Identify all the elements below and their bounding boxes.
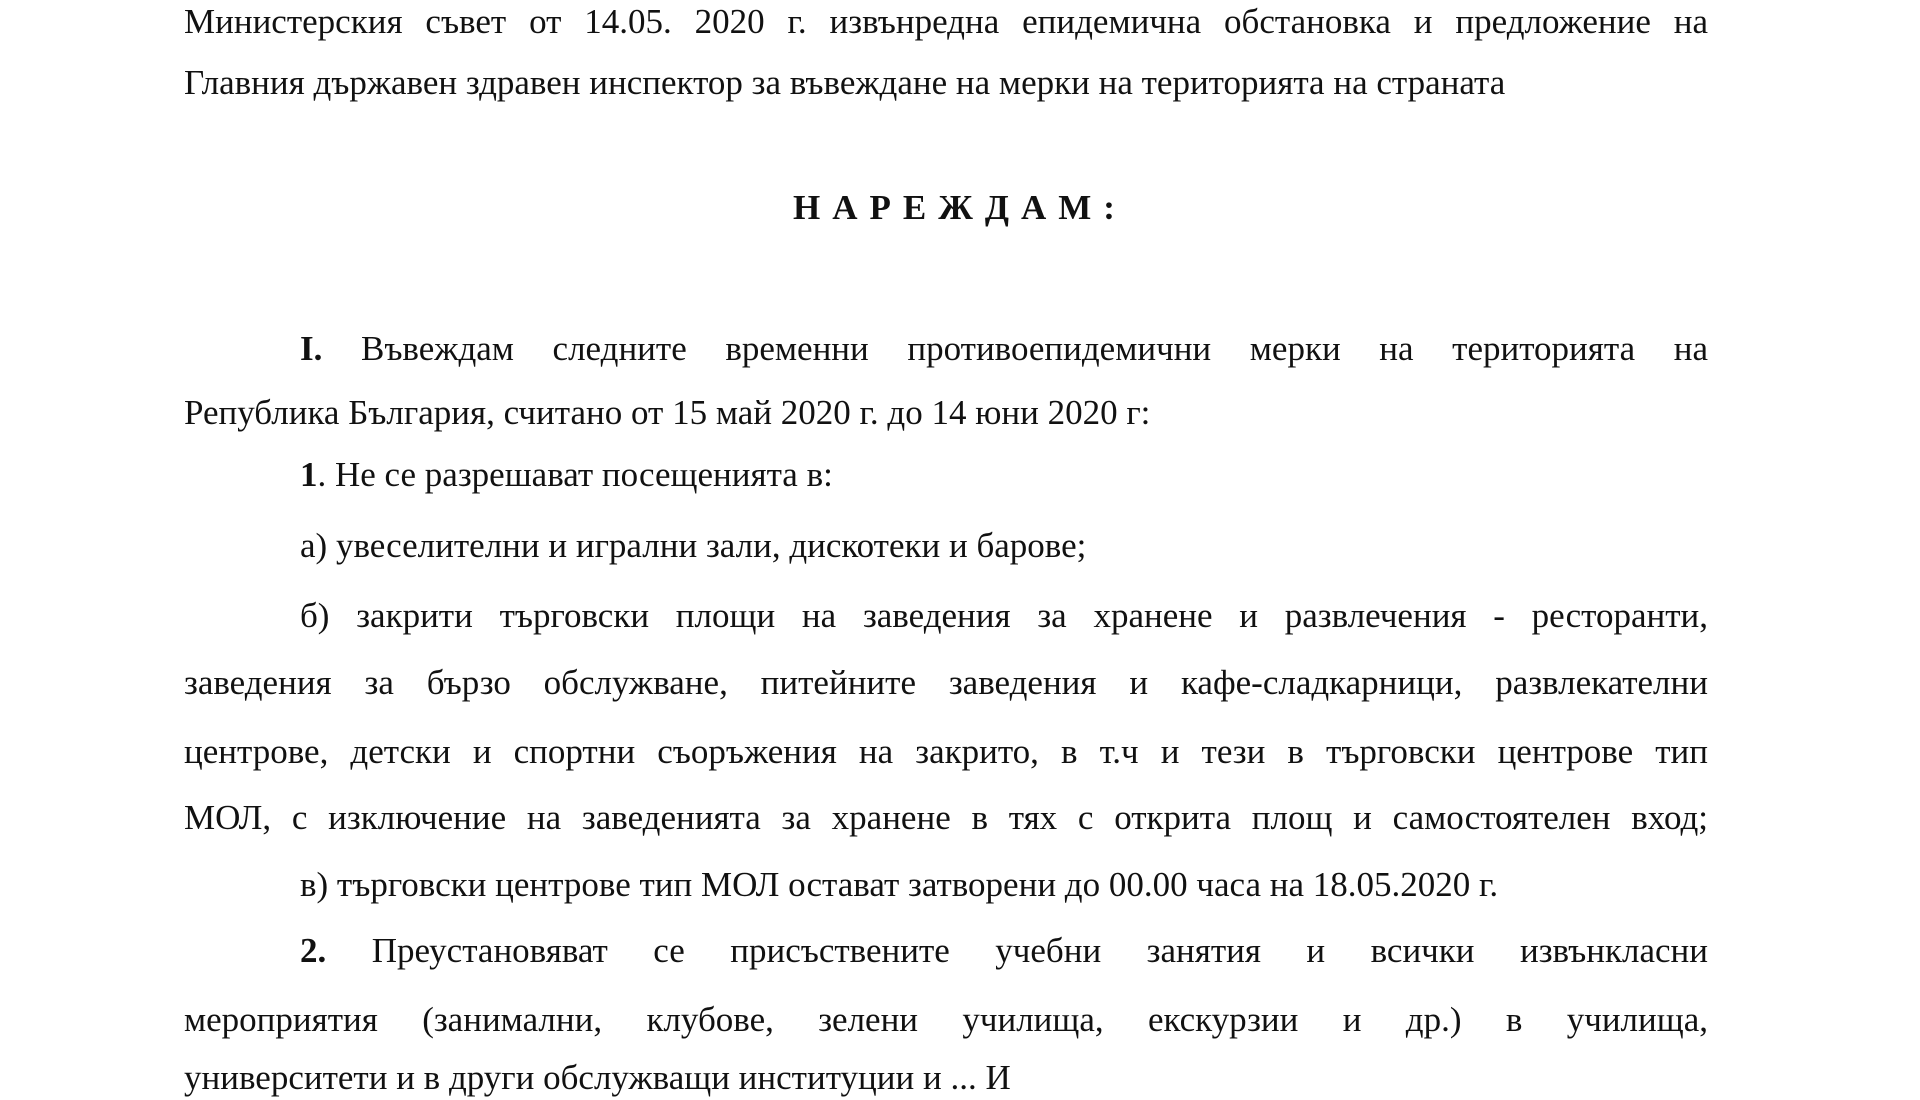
preamble-line-2: Главния държавен здравен инспектор за въвеждане на мерки на територията на страната — [184, 63, 1506, 102]
item-1-text: . Не се разрешават посещенията в: — [317, 455, 833, 494]
item-1-b-line-2: заведения за бързо обслужване, питейните заведения и кафе-сладкарници, развлекателни — [184, 663, 1708, 702]
preamble-line-1: Министерския съвет от 14.05. 2020 г. извънредна епидемична обстановка и предложение на — [184, 2, 1708, 41]
item-2-line-3: университети и в други обслужващи институции и ... И — [184, 1058, 1011, 1097]
section-number: I. — [300, 329, 323, 368]
section-i-text: Въвеждам следните временни противоепидемични мерки на територията на — [360, 329, 1709, 368]
item-1-b-line-3: центрове, детски и спортни съоръжения на закрито, в т.ч и тези в търговски центрове тип — [184, 732, 1708, 771]
item-1 — [300, 453, 1708, 497]
item-1-v: в) търговски центрове тип МОЛ остават затворени до 00.00 часа на 18.05.2020 г. — [300, 865, 1499, 904]
item-1-number: 1 — [300, 455, 318, 494]
item-2-line-1 — [300, 929, 1708, 973]
section-i-line-1 — [300, 327, 1708, 371]
item-1-a: а) увеселителни и игрални зали, дискотеки и барове; — [300, 526, 1087, 565]
item-1-b-line-1: б) закрити търговски площи на заведения за хранене и развлечения - ресторанти, — [300, 596, 1708, 635]
section-i-line-2: Република България, считано от 15 май 2020 г. до 14 юни 2020 г: — [184, 393, 1151, 432]
item-2-text: Преустановяват се присъствените учебни занятия и всички извънкласни — [371, 931, 1709, 970]
item-2-line-2: мероприятия (занимални, клубове, зелени училища, екскурзии и др.) в училища, — [184, 1000, 1708, 1039]
order-heading: НАРЕЖДАМ: — [793, 188, 1127, 227]
item-1-b-line-4: МОЛ, с изключение на заведенията за хранене в тях с открита площ и самостоятелен вход; — [184, 798, 1708, 837]
item-2-number: 2. — [300, 931, 327, 970]
